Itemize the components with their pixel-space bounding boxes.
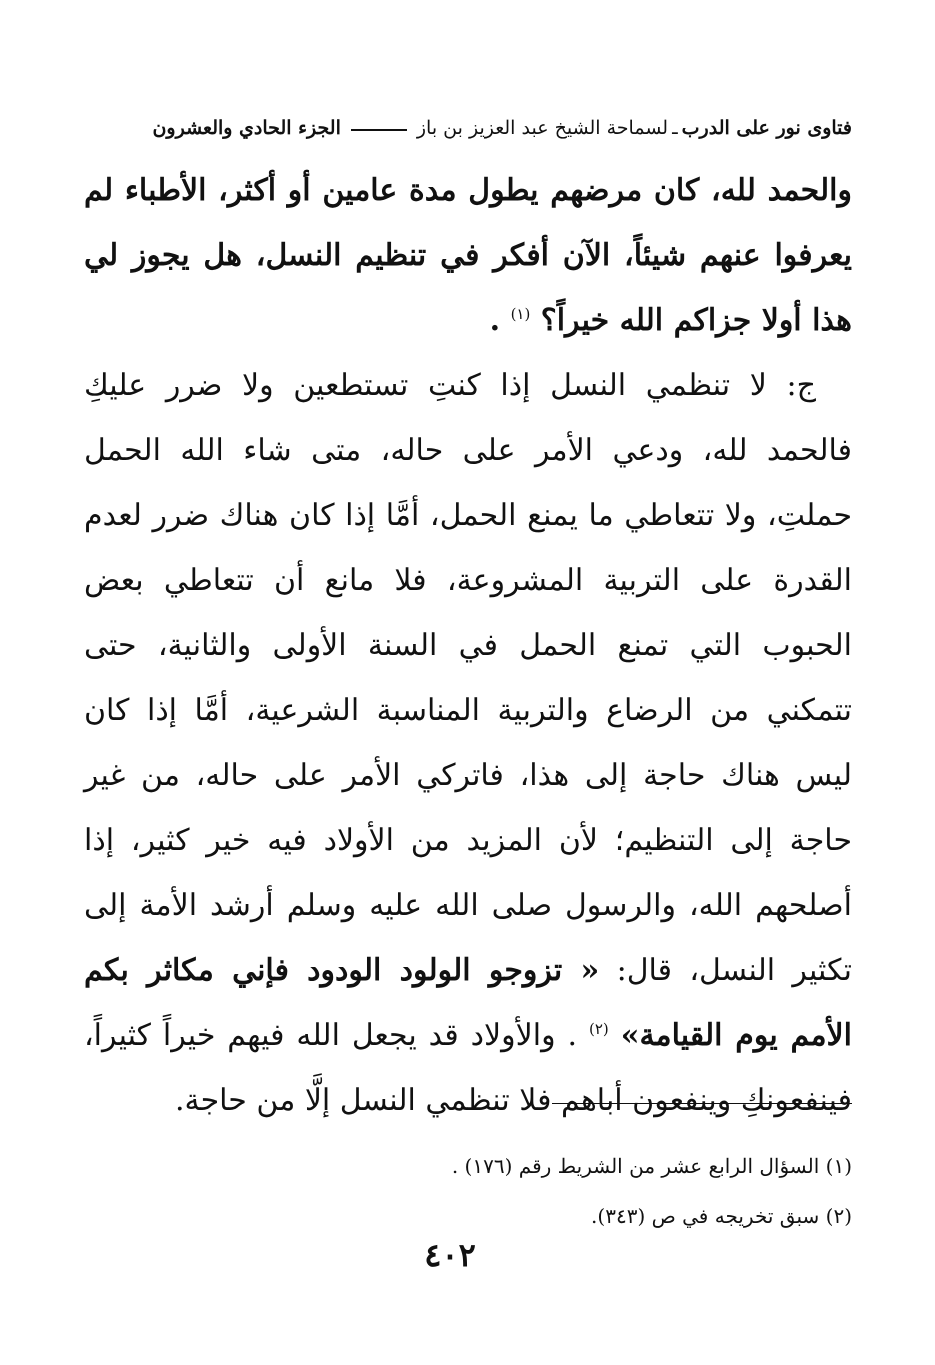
footnote-2: (٢) سبق تخريجه في ص (٣٤٣).	[591, 1204, 852, 1228]
answer-text: ج: لا تنظمي النسل إذا كنتِ تستطعين ولا ضرر عليكِ فالحمد لله، ودعي الأمر على حاله، متى شاء الله الحمل حملتِ، ولا تتعاطي ما يمنع الحمل، أمَّا إذا كان هناك ضرر لعدم القدرة على التربية المشروعة، فلا مانع أن تتعاطي بعض الحبوب التي تمنع الحمل في السنة الأولى والثانية، حتى تتمكني من الرضاع والتربية المناسبة الشرعية، أمَّا إذا كان ليس هناك حاجة إلى هذا، فاتركي الأمر على حاله، من غير حاجة إلى التنظيم؛ لأن المزيد من الأولاد فيه خير كثير، إذا أصلحهم الله، والرسول صلى الله عليه وسلم أرشد الأمة إلى تكثير النسل، قال:	[84, 368, 852, 988]
header-rule	[351, 129, 407, 131]
footnote-ref-1: (١)	[510, 305, 531, 323]
hadith-quote: « تزوجو الولود الودود فإني مكاثر بكم الأمم يوم القيامة»	[84, 953, 853, 1053]
question-text: والحمد لله، كان مرضهم يطول مدة عامين أو أكثر، الأطباء لم يعرفوا عنهم شيئاً، الآن أفكر في تنظيم النسل، هل يجوز لي هذا أولا جزاكم الله خيراً؟	[84, 173, 852, 338]
main-text	[84, 158, 852, 1133]
answer-paragraph	[84, 353, 852, 1133]
question-paragraph	[84, 158, 852, 353]
header-part: الجزء الحادي والعشرون	[152, 117, 341, 139]
running-header	[92, 112, 852, 144]
footnote-ref-2: (٢)	[588, 1020, 609, 1038]
page-number: ٤٠٢	[424, 1236, 476, 1274]
question-end: .	[489, 303, 501, 338]
header-author: لسماحة الشيخ عبد العزيز بن باز	[416, 117, 669, 139]
footnote-1: (١) السؤال الرابع عشر من الشريط رقم (١٧٦) .	[451, 1154, 852, 1178]
footnote-separator	[552, 1103, 852, 1104]
header-separator: ـ	[672, 117, 678, 139]
footnotes	[300, 1141, 852, 1241]
answer-text-continued: . والأولاد قد يجعل الله فيهم خيراً كثيراً، فينفعونكِ وينفعون أباهم فلا تنظمي النسل إلَّا من حاجة.	[84, 1018, 852, 1118]
header-book-title: فتاوى نور على الدرب	[681, 117, 852, 139]
